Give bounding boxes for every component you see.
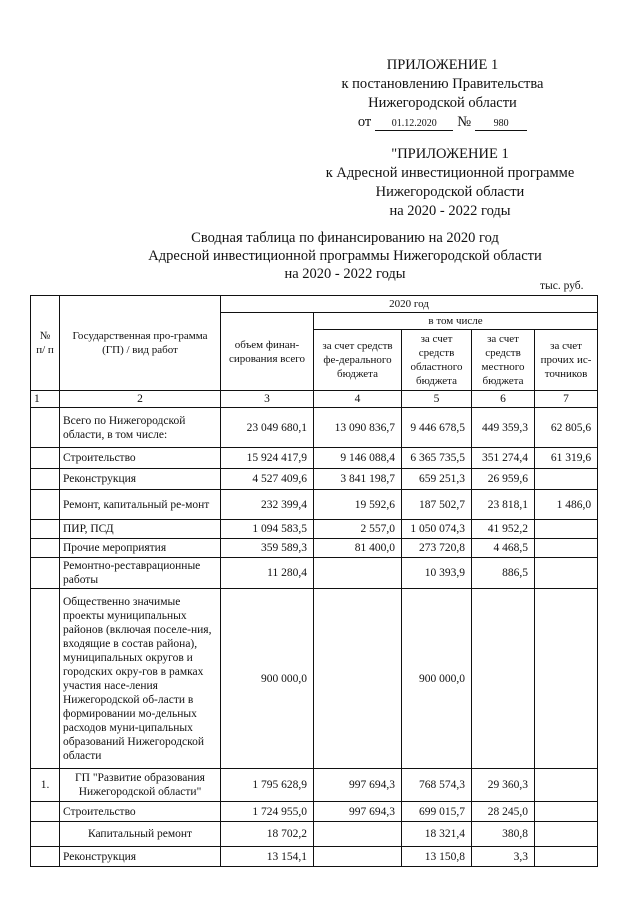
cell-regional: 10 393,9 — [402, 558, 472, 589]
header-total: объем финан-сирования всего — [221, 313, 314, 391]
column-number: 5 — [402, 391, 472, 408]
cell-total: 23 049 680,1 — [221, 408, 314, 448]
cell-total: 11 280,4 — [221, 558, 314, 589]
program-appendix-header — [300, 145, 600, 221]
row-no — [31, 448, 60, 469]
cell-regional: 900 000,0 — [402, 589, 472, 769]
row-name: Прочие мероприятия — [60, 539, 221, 558]
header-federal: за счет средств фе-дерального бюджета — [314, 330, 402, 391]
row-name: Общественно значимые проекты муниципальных районов (включая поселе-ния, входящие в состав района), муниципальных округов и городских окру-гов в рамках участия насе-ления Нижегородской об-ласти в формировании мо-дельных расходов муни-ципальных образований Нижегородской области — [60, 589, 221, 769]
row-name: Строительство — [60, 448, 221, 469]
cell-federal: 81 400,0 — [314, 539, 402, 558]
title-line: Сводная таблица по финансированию на 2020 год — [191, 230, 499, 246]
row-no: 1. — [31, 769, 60, 802]
cell-local — [472, 589, 535, 769]
header-other: за счет прочих ис-точников — [535, 330, 598, 391]
cell-federal — [314, 558, 402, 589]
table-row — [31, 847, 598, 867]
cell-other — [535, 469, 598, 490]
resolution-number: 980 — [475, 118, 527, 131]
cell-federal: 997 694,3 — [314, 802, 402, 822]
program-appendix-title: "ПРИЛОЖЕНИЕ 1 — [391, 146, 509, 162]
cell-total: 13 154,1 — [221, 847, 314, 867]
header-program: Государственная про-грамма (ГП) / вид работ — [60, 296, 221, 391]
cell-local: 4 468,5 — [472, 539, 535, 558]
cell-regional: 699 015,7 — [402, 802, 472, 822]
table-row — [31, 448, 598, 469]
cell-other — [535, 802, 598, 822]
cell-other — [535, 847, 598, 867]
cell-local: 23 818,1 — [472, 490, 535, 520]
financing-table — [30, 295, 598, 867]
row-name: ГП "Развитие образования Нижегородской области" — [60, 769, 221, 802]
cell-total: 900 000,0 — [221, 589, 314, 769]
document-title — [100, 229, 590, 283]
table-row — [31, 589, 598, 769]
from-label: от — [357, 114, 372, 130]
row-no — [31, 469, 60, 490]
column-number: 7 — [535, 391, 598, 408]
row-no — [31, 802, 60, 822]
header-regional: за счет средств областного бюджета — [402, 330, 472, 391]
cell-federal: 997 694,3 — [314, 769, 402, 802]
row-name: Ремонтно-реставрационные работы — [60, 558, 221, 589]
cell-federal — [314, 822, 402, 847]
cell-other — [535, 822, 598, 847]
cell-other: 1 486,0 — [535, 490, 598, 520]
title-line: Адресной инвестиционной программы Нижегородской области — [148, 248, 542, 264]
cell-federal: 13 090 836,7 — [314, 408, 402, 448]
cell-federal: 2 557,0 — [314, 520, 402, 539]
column-number: 4 — [314, 391, 402, 408]
cell-total: 15 924 417,9 — [221, 448, 314, 469]
header-including: в том числе — [314, 313, 598, 330]
table-row — [31, 802, 598, 822]
cell-local: 3,3 — [472, 847, 535, 867]
cell-federal — [314, 589, 402, 769]
program-appendix-line: на 2020 - 2022 годы — [389, 203, 511, 219]
row-no — [31, 847, 60, 867]
row-no — [31, 408, 60, 448]
cell-local: 380,8 — [472, 822, 535, 847]
table-row — [31, 408, 598, 448]
row-no — [31, 520, 60, 539]
cell-other — [535, 539, 598, 558]
cell-total: 359 589,3 — [221, 539, 314, 558]
cell-local: 351 274,4 — [472, 448, 535, 469]
cell-total: 1 094 583,5 — [221, 520, 314, 539]
appendix-title: ПРИЛОЖЕНИЕ 1 — [386, 57, 499, 73]
cell-other: 62 805,6 — [535, 408, 598, 448]
unit-label: тыс. руб. — [540, 280, 584, 292]
row-name: Реконструкция — [60, 847, 221, 867]
cell-total: 18 702,2 — [221, 822, 314, 847]
row-name: Реконструкция — [60, 469, 221, 490]
table-row — [31, 558, 598, 589]
row-no — [31, 822, 60, 847]
program-appendix-line: к Адресной инвестиционной программе — [325, 165, 575, 181]
resolution-date: 01.12.2020 — [375, 118, 453, 131]
cell-other — [535, 520, 598, 539]
table-row — [31, 469, 598, 490]
title-line: на 2020 - 2022 годы — [284, 266, 406, 282]
program-appendix-line: Нижегородской области — [375, 184, 525, 200]
cell-total: 4 527 409,6 — [221, 469, 314, 490]
header-no: № п/ п — [31, 296, 60, 391]
cell-other — [535, 589, 598, 769]
cell-regional: 6 365 735,5 — [402, 448, 472, 469]
table-row — [31, 822, 598, 847]
appendix-line: к постановлению Правительства — [341, 76, 544, 92]
cell-total: 1 795 628,9 — [221, 769, 314, 802]
header-year: 2020 год — [221, 296, 598, 313]
table-row — [31, 539, 598, 558]
column-number: 2 — [60, 391, 221, 408]
cell-total: 1 724 955,0 — [221, 802, 314, 822]
cell-total: 232 399,4 — [221, 490, 314, 520]
cell-federal: 9 146 088,4 — [314, 448, 402, 469]
cell-local: 28 245,0 — [472, 802, 535, 822]
cell-regional: 659 251,3 — [402, 469, 472, 490]
cell-local: 449 359,3 — [472, 408, 535, 448]
cell-other — [535, 769, 598, 802]
cell-federal: 3 841 198,7 — [314, 469, 402, 490]
appendix-header — [300, 56, 585, 132]
row-no — [31, 558, 60, 589]
cell-other: 61 319,6 — [535, 448, 598, 469]
cell-local: 886,5 — [472, 558, 535, 589]
cell-regional: 13 150,8 — [402, 847, 472, 867]
column-number: 3 — [221, 391, 314, 408]
row-name: Всего по Нижегородской области, в том числе: — [60, 408, 221, 448]
number-label: № — [457, 114, 472, 130]
column-number: 1 — [31, 391, 60, 408]
row-name: ПИР, ПСД — [60, 520, 221, 539]
resolution-number-line — [300, 113, 585, 132]
row-no — [31, 490, 60, 520]
row-no — [31, 539, 60, 558]
cell-federal: 19 592,6 — [314, 490, 402, 520]
cell-regional: 18 321,4 — [402, 822, 472, 847]
row-name: Капитальный ремонт — [60, 822, 221, 847]
header-local: за счет средств местного бюджета — [472, 330, 535, 391]
cell-local: 29 360,3 — [472, 769, 535, 802]
cell-regional: 9 446 678,5 — [402, 408, 472, 448]
cell-regional: 273 720,8 — [402, 539, 472, 558]
row-name: Строительство — [60, 802, 221, 822]
table-row — [31, 769, 598, 802]
table-row — [31, 520, 598, 539]
cell-regional: 1 050 074,3 — [402, 520, 472, 539]
cell-other — [535, 558, 598, 589]
column-number: 6 — [472, 391, 535, 408]
row-name: Ремонт, капитальный ре-монт — [60, 490, 221, 520]
cell-local: 41 952,2 — [472, 520, 535, 539]
cell-regional: 768 574,3 — [402, 769, 472, 802]
cell-regional: 187 502,7 — [402, 490, 472, 520]
appendix-line: Нижегородской области — [368, 95, 517, 111]
cell-federal — [314, 847, 402, 867]
row-no — [31, 589, 60, 769]
column-number-row — [31, 391, 598, 408]
table-row — [31, 490, 598, 520]
cell-local: 26 959,6 — [472, 469, 535, 490]
